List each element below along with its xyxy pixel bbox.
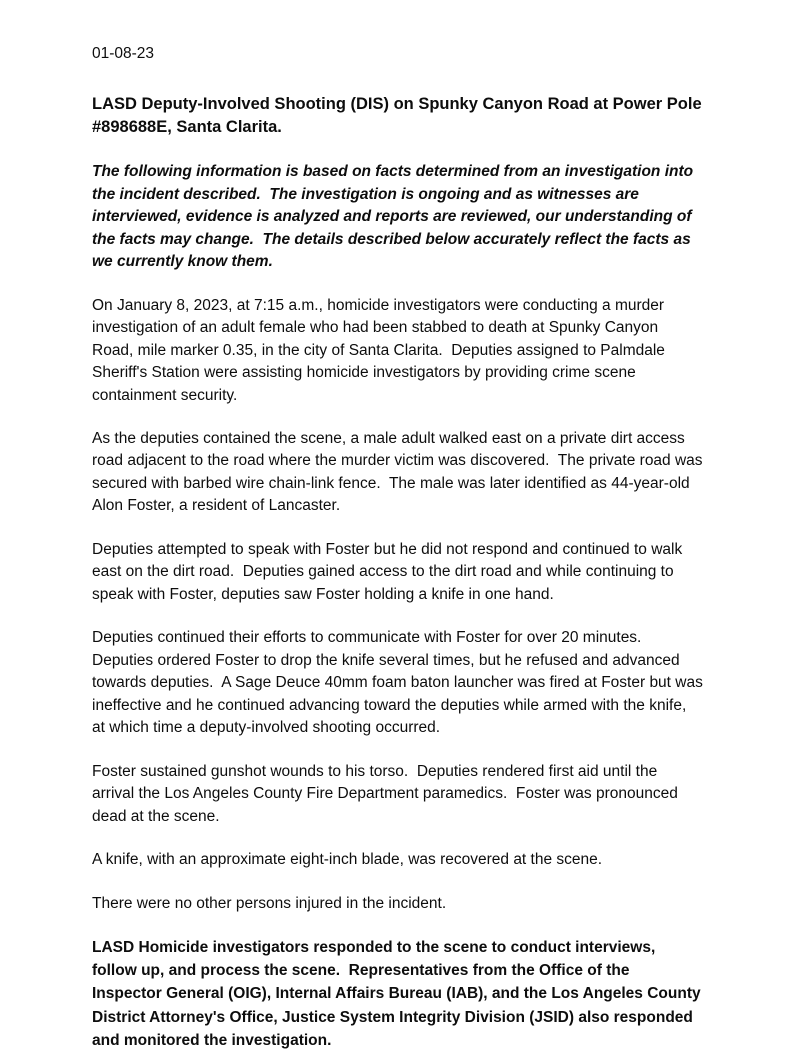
document-title: LASD Deputy-Involved Shooting (DIS) on Spunky Canyon Road at Power Pole #898688E, Santa Clarita. [92, 95, 707, 137]
paragraph-no-other-injuries: There were no other persons injured in the incident. [92, 894, 447, 912]
paragraph-aid-rendered: Foster sustained gunshot wounds to his torso. Deputies rendered first aid until the arrival the Los Angeles County Fire Department paramedics. Foster was pronounced dead at the scene. [92, 762, 683, 825]
paragraph-investigation-response: LASD Homicide investigators responded to the scene to conduct interviews, follow up, and process the scene. Representatives from the Office of the Inspector General (OIG), Internal Affairs Bureau (IAB), and the Los Angeles County District Attorney's Office, Justice System Integrity Division (JSID) also responded and monitored the investigation. [92, 938, 705, 1049]
document-date: 01-08-23 [92, 45, 155, 62]
disclaimer-paragraph: The following information is based on facts determined from an investigation into the incident described. The investigation is ongoing and as witnesses are interviewed, evidence is analyzed and reports are reviewed, our understanding of the facts may change. The details described below accurately reflect the facts as we currently know them. [92, 163, 698, 271]
paragraph-shooting-details: Deputies continued their efforts to communicate with Foster for over 20 minutes. Deputies ordered Foster to drop the knife several times, but he refused and advanced towards deputies. A Sage Deuce 40mm foam baton launcher was fired at Foster but was ineffective and he continued advancing toward the deputies while armed with the knife, at which time a deputy-involved shooting occurred. [92, 629, 708, 737]
paragraph-incident-overview: On January 8, 2023, at 7:15 a.m., homicide investigators were conducting a murder investigation of an adult female who had been stabbed to death at Spunky Canyon Road, mile marker 0.35, in the city of Santa Clarita. Deputies assigned to Palmdale Sheriff's Station were assisting homicide investigators by providing crime scene containment security. [92, 296, 670, 404]
paragraph-contact-attempt: Deputies attempted to speak with Foster but he did not respond and continued to walk east on the dirt road. Deputies gained access to the dirt road and while continuing to speak with Foster, deputies saw Foster holding a knife in one hand. [92, 540, 687, 603]
paragraph-subject-approach: As the deputies contained the scene, a male adult walked east on a private dirt access road adjacent to the road where the murder victim was discovered. The private road was secured with barbed wire chain-link fence. The male was later identified as 44-year-old Alon Foster, a resident of Lancaster. [92, 430, 707, 515]
paragraph-knife-recovered: A knife, with an approximate eight-inch blade, was recovered at the scene. [92, 851, 603, 869]
